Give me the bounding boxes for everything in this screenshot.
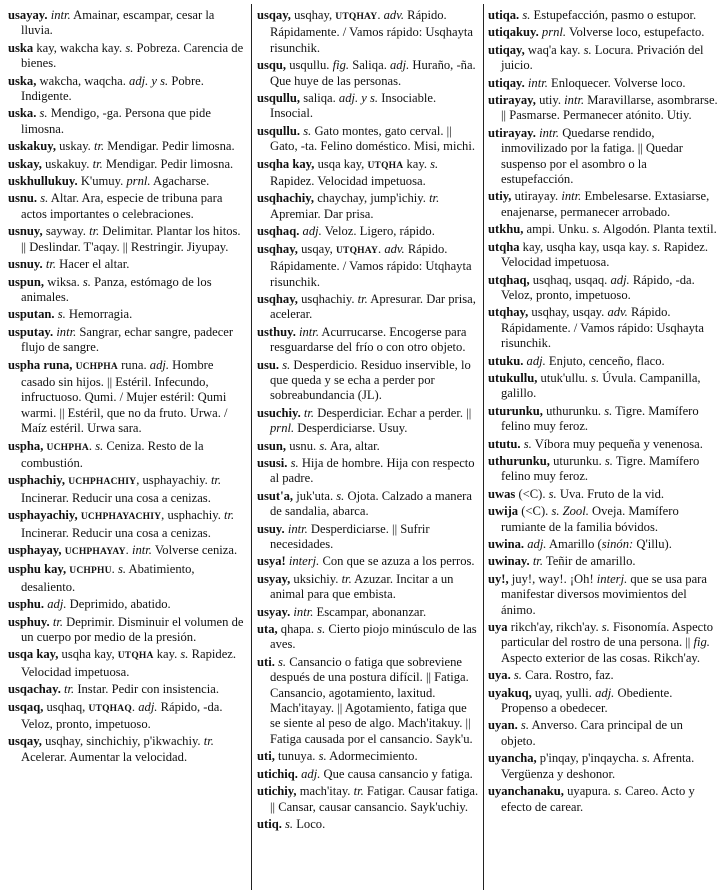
dictionary-entry: uthurunku, uturunku. s. Tigre. Mamífero felino muy feroz. — [488, 453, 700, 484]
dictionary-entry: usun, usnu. s. Ara, altar. — [257, 438, 380, 453]
dictionary-entry: utiqakuy. prnl. Volverse loco, estupefacto. — [488, 25, 705, 40]
dictionary-entry: uspun, wiksa. s. Panza, estómago de los animales. — [8, 274, 212, 304]
dictionary-entry: uwas (<C). s. Uva. Fruto de la vid. — [488, 486, 665, 501]
dictionary-entry: uwina. adj. Amarillo (sinón: Q'illu). — [488, 537, 672, 551]
dictionary-entry: usphayay, UCHPHAYAY. intr. Volverse ceniza. — [8, 543, 238, 557]
dictionary-entry: uspha, UCHPHA. s. Ceniza. Resto de la combustión. — [8, 438, 204, 470]
dictionary-entry: usya! interj. Con que se azuza a los perros. — [257, 554, 475, 569]
dictionary-entry: uskakuy, uskay. tr. Mendigar. Pedir limosna. — [8, 139, 235, 154]
dictionary-entry: usqhay, usqhachiy. tr. Apresurar. Dar prisa, acelerar. — [257, 291, 476, 322]
dictionary-entry: utqhay, usqhay, usqay. adv. Rápido. Rápidamente. / Vamos rápido: Usqhayta risunchik. — [488, 305, 704, 351]
dictionary-entry: usqu, usqullu. fig. Saliqa. adj. Huraño, -ña. Que huye de las personas. — [257, 58, 476, 88]
dictionary-entry: utukullu, utuk'ullu. s. Úvula. Campanilla, galillo. — [488, 370, 701, 401]
dictionary-entry: utirayay, utiy. intr. Maravillarse, asombrarse. || Pasmarse. Permanecer atónito. Utiy. — [488, 93, 718, 123]
dictionary-entry: usphu. adj. Deprimido, abatido. — [8, 597, 171, 612]
dictionary-entry: utkhu, ampi. Unku. s. Algodón. Planta textil. — [488, 222, 717, 237]
dictionary-entry: usphachiy, UCHPHACHIY, usphayachiy. tr. Incinerar. Reducir una cosa a cenizas. — [8, 473, 222, 505]
dictionary-entry: utiy, utirayay. intr. Embelesarse. Extasiarse, enajenarse, permanecer arrobado. — [488, 189, 710, 219]
column-left — [8, 8, 246, 767]
dictionary-entry: uskhullukuy. K'umuy. prnl. Agacharse. — [8, 174, 210, 189]
dictionary-entry: uyakuq, uyaq, yulli. adj. Obediente. Propenso a obedecer. — [488, 685, 673, 716]
dictionary-entry: usuchiy. tr. Desperdiciar. Echar a perder. || prnl. Desperdiciarse. Usuy. — [257, 405, 472, 436]
dictionary-entry: uti, tunuya. s. Adormecimiento. — [257, 749, 418, 764]
dictionary-entry: usu. s. Desperdicio. Residuo inservible, lo que queda y se echa a perder por sobreabundancia (JL). — [257, 357, 471, 403]
dictionary-entry: usqaq, usqhaq, UTQHAQ. adj. Rápido, -da. Veloz, pronto, impetuoso. — [8, 699, 223, 732]
dictionary-entry: uwinay. tr. Teñir de amarillo. — [488, 554, 636, 569]
dictionary-entry: utichiy, mach'itay. tr. Fatigar. Causar fatiga. || Cansar, causar cansancio. Sayk'uchiy. — [257, 784, 479, 814]
dictionary-entry: usqay, usqhay, sinchichiy, p'ikwachiy. tr. Acelerar. Aumentar la velocidad. — [8, 734, 214, 764]
dictionary-entry: usqachay. tr. Instar. Pedir con insistencia. — [8, 682, 219, 697]
dictionary-entry: utiqay, waq'a kay. s. Locura. Privación del juicio. — [488, 42, 704, 73]
dictionary-entry: usqhay, usqay, UTQHAY. adv. Rápido. Rápidamente. / Vamos rápido: Utqhayta risunchik. — [257, 241, 472, 289]
dictionary-entry: utiqa. s. Estupefacción, pasmo o estupor. — [488, 8, 697, 22]
dictionary-entry: uyan. s. Anverso. Cara principal de un objeto. — [488, 718, 683, 748]
dictionary-entry: uyancha, p'inqay, p'inqaycha. s. Afrenta. Vergüenza y deshonor. — [488, 751, 695, 781]
column-right — [488, 8, 720, 817]
dictionary-entry: usqhaq. adj. Veloz. Ligero, rápido. — [257, 224, 435, 239]
dictionary-entry: utuku. adj. Enjuto, cenceño, flaco. — [488, 353, 665, 368]
dictionary-entry: uya rikch'ay, rikch'ay. s. Fisonomía. Aspecto particular del rostro de una persona. || fig. Aspecto exterior de las cosas. Rikch'ay. — [488, 620, 714, 665]
dictionary-entry: ututu. s. Víbora muy pequeña y venenosa. — [488, 436, 703, 451]
dictionary-entry: uwija (<C). s. Zool. Oveja. Mamífero rumiante de la familia bóvidos. — [488, 504, 679, 534]
dictionary-entry: uska, wakcha, waqcha. adj. y s. Pobre. Indigente. — [8, 73, 204, 104]
dictionary-entry: usthuy. intr. Acurrucarse. Encogerse para resguardarse del frío o con otro objeto. — [257, 324, 467, 355]
dictionary-entry: ususi. s. Hija de hombre. Hija con respecto al padre. — [257, 455, 475, 486]
dictionary-entry: usyay. intr. Escampar, abonanzar. — [257, 604, 427, 619]
column-divider-right — [483, 4, 484, 890]
dictionary-entry: usqa kay, usqha kay, UTQHA kay. s. Rapidez. Velocidad impetuosa. — [8, 647, 237, 679]
dictionary-entry: usphuy. tr. Deprimir. Disminuir el volumen de un cuerpo por medio de la presión. — [8, 614, 244, 645]
dictionary-entry: usnuy. tr. Hacer el altar. — [8, 257, 130, 272]
dictionary-entry: usqullu, saliqa. adj. y s. Insociable. Insocial. — [257, 91, 437, 121]
dictionary-entry: usqhachiy, chaychay, jump'ichiy. tr. Apremiar. Dar prisa. — [257, 191, 440, 221]
dictionary-entry: uska kay, wakcha kay. s. Pobreza. Carencia de bienes. — [8, 40, 244, 71]
dictionary-entry: usayay. intr. Amainar, escampar, cesar la lluvia. — [8, 8, 215, 38]
column-divider-left — [251, 4, 252, 890]
dictionary-entry: usphu kay, UCHPHU. s. Abatimiento, desaliento. — [8, 562, 195, 594]
dictionary-entry: uta, qhapa. s. Cierto piojo minúsculo de las aves. — [257, 622, 477, 652]
dictionary-entry: usut'a, juk'uta. s. Ojota. Calzado a manera de sandalia, abarca. — [257, 488, 472, 519]
dictionary-entry: usuy. intr. Desperdiciarse. || Sufrir necesidades. — [257, 521, 430, 551]
dictionary-entry: usqha kay, usqa kay, UTQHA kay. s. Rapidez. Velocidad impetuosa. — [257, 156, 439, 189]
dictionary-entry: usputay. intr. Sangrar, echar sangre, padecer flujo de sangre. — [8, 324, 234, 355]
dictionary-entry: utiq. s. Loco. — [257, 816, 326, 831]
column-middle — [257, 8, 479, 834]
dictionary-entry: utichiq. adj. Que causa cansancio y fatiga. — [257, 766, 473, 781]
dictionary-entry: uya. s. Cara. Rostro, faz. — [488, 668, 614, 683]
dictionary-entry: usnuy, sayway. tr. Delimitar. Plantar los hitos. || Deslindar. T'aqay. || Restringir. Jiyupay. — [8, 224, 241, 254]
dictionary-entry: uskay, uskakuy. tr. Mendigar. Pedir limosna. — [8, 156, 234, 171]
dictionary-entry: usputan. s. Hemorragia. — [8, 307, 133, 322]
dictionary-entry: uturunku, uthurunku. s. Tigre. Mamífero felino muy feroz. — [488, 403, 699, 434]
dictionary-entry: uyanchanaku, uyapura. s. Careo. Acto y efecto de carear. — [488, 784, 695, 814]
dictionary-entry: uti. s. Cansancio o fatiga que sobreviene después de una postura difícil. || Fatiga. Cansancio, agotamiento, laxitud. Mach'itayay. || Agotamiento, fatiga que se siente al peso de algo. Mach'itakuy. || Fatiga causada por el cansancio. Sayk'u. — [257, 654, 473, 746]
dictionary-entry: usnu. s. Altar. Ara, especie de tribuna para actos importantes o celebraciones. — [8, 191, 223, 221]
dictionary-entry: utirayay. intr. Quedarse rendido, inmovilizado por la fatiga. || Quedar suspenso por el asombro o la estupefacción. — [488, 125, 683, 187]
dictionary-entry: usphayachiy, UCHPHAYACHIY, usphachiy. tr. Incinerar. Reducir una cosa a cenizas. — [8, 508, 235, 540]
dictionary-entry: utqha kay, usqha kay, usqa kay. s. Rapidez. Velocidad impetuosa. — [488, 239, 709, 270]
dictionary-entry: utiqay. intr. Enloquecer. Volverse loco. — [488, 75, 686, 90]
dictionary-entry: usyay, uksichiy. tr. Azuzar. Incitar a un animal para que embista. — [257, 571, 454, 602]
dictionary-entry: uspha runa, UCHPHA runa. adj. Hombre casado sin hijos. || Estéril. Infecundo, infructuoso. Qumi. / Mujer estéril: Qumi warmi. || Estéril, que no da fruto. Urwa. / Maíz estéril. Urwa sara. — [8, 357, 228, 436]
dictionary-entry: uska. s. Mendigo, -ga. Persona que pide limosna. — [8, 106, 211, 136]
dictionary-entry: utqhaq, usqhaq, usqaq. adj. Rápido, -da. Veloz, pronto, impetuoso. — [488, 272, 695, 302]
dictionary-entry: usqullu. s. Gato montes, gato cerval. || Gato, -ta. Felino doméstico. Misi, michi. — [257, 123, 475, 154]
dictionary-entry: uy!, juy!, way!. ¡Oh! interj. que se usa para manifestar diversos movimientos del ánimo. — [488, 571, 707, 617]
dictionary-entry: usqay, usqhay, UTQHAY. adv. Rápido. Rápidamente. / Vamos rápido: Usqhayta risunchik. — [257, 8, 473, 55]
